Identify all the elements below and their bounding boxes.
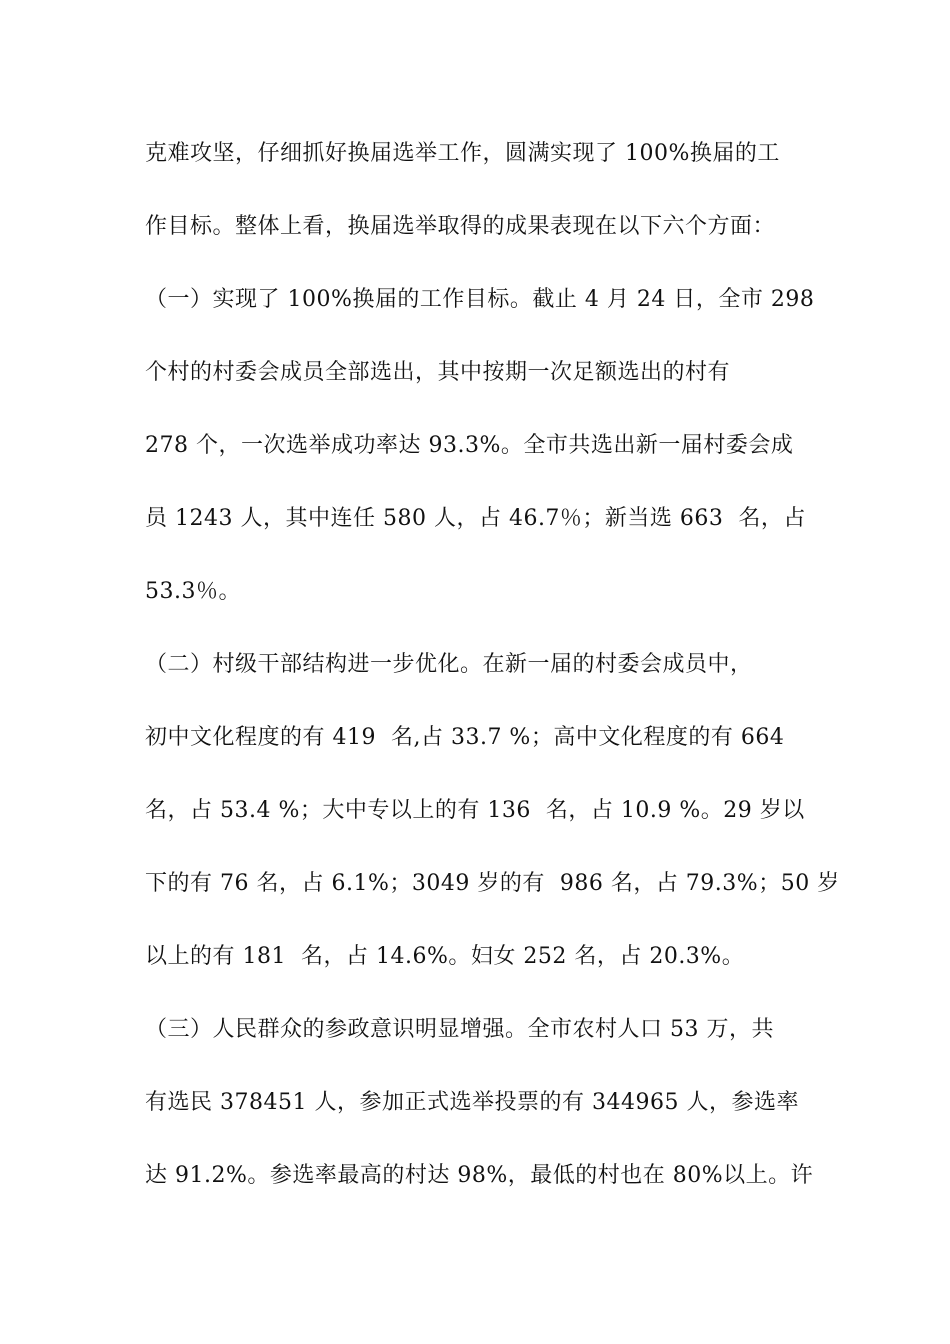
text-line: 达 91.2%。参选率最高的村达 98%，最低的村也在 80%以上。许 [145, 1163, 814, 1188]
text-line: 作目标。整体上看，换届选举取得的成果表现在以下六个方面： [145, 214, 776, 239]
text-line: 个村的村委会成员全部选出，其中按期一次足额选出的村有 [145, 360, 731, 385]
text-line: 下的有 76 名，占 6.1%；3049 岁的有 986 名，占 79.3%；50 岁 [145, 871, 840, 896]
text-line: 初中文化程度的有 419 名,占 33.7 %；高中文化程度的有 664 [145, 725, 785, 750]
text-line: 名，占 53.4 %；大中专以上的有 136 名，占 10.9 %。29 岁以 [145, 798, 805, 823]
text-line: 53.3％。 [145, 579, 241, 604]
text-line: 278 个，一次选举成功率达 93.3%。全市共选出新一届村委会成 [145, 433, 794, 458]
text-line: 以上的有 181 名，占 14.6%。妇女 252 名，占 20.3%。 [145, 944, 745, 969]
text-line: 员 1243 人，其中连任 580 人，占 46.7％；新当选 663 名，占 [145, 506, 806, 531]
text-line: 克难攻坚，仔细抓好换届选举工作，圆满实现了 100%换届的工 [145, 141, 780, 166]
text-line: 有选民 378451 人，参加正式选举投票的有 344965 人，参选率 [145, 1090, 799, 1115]
text-line: （三）人民群众的参政意识明显增强。全市农村人口 53 万，共 [145, 1017, 774, 1042]
text-line: （一）实现了 100%换届的工作目标。截止 4 月 24 日，全市 298 [145, 287, 815, 312]
text-line: （二）村级干部结构进一步优化。在新一届的村委会成员中， [145, 652, 753, 677]
